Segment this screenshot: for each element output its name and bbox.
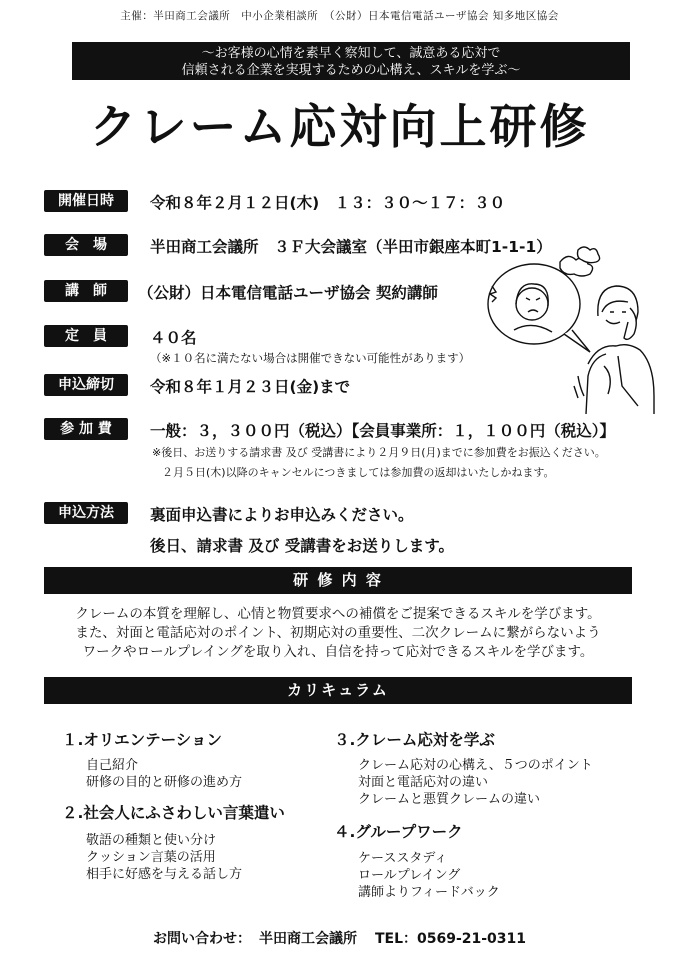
capacity-label: 定 員 bbox=[44, 325, 128, 347]
capacity-value: ４０名 bbox=[150, 329, 197, 347]
curriculum-item-2-points bbox=[86, 832, 242, 883]
subtitle-line-2: 信頼される企業を実現するための心構え、スキルを学ぶ～ bbox=[181, 63, 521, 78]
list-item: 相手に好感を与える話し方 bbox=[86, 867, 243, 882]
content-line-1: クレームの本質を理解し、心情と物質要求への補償をご提案できるスキルを学びます。 bbox=[75, 606, 601, 622]
date-value: 令和８年２月１２日(木) １３：３０～１７：３０ bbox=[150, 194, 506, 212]
curriculum-item-3-points bbox=[358, 757, 593, 808]
curriculum-item-4-points bbox=[358, 850, 500, 901]
list-item: クッション言葉の活用 bbox=[86, 850, 216, 865]
page-title: クレーム応対向上研修 bbox=[89, 100, 590, 155]
subtitle-banner bbox=[72, 42, 630, 80]
list-item: ケーススタディ bbox=[358, 851, 448, 866]
contact-org: 半田商工会議所 bbox=[258, 931, 357, 947]
fee-label: 参 加 費 bbox=[44, 418, 128, 440]
capacity-note: （※１０名に満たない場合は開催できない可能性があります） bbox=[150, 351, 471, 365]
deadline-value: 令和８年１月２３日(金)まで bbox=[150, 378, 351, 396]
subtitle-line-1: ～お客様の心情を素早く察知して、誠意ある応対で bbox=[201, 46, 501, 61]
content-description bbox=[44, 605, 632, 662]
venue-label: 会 場 bbox=[44, 234, 128, 256]
lecturer-label: 講 師 bbox=[44, 280, 128, 302]
list-item: 敬語の種類と使い分け bbox=[86, 833, 217, 848]
fee-note-2: ２月５日(木)以降のキャンセルにつきましては参加費の返却はいたしかねます。 bbox=[162, 466, 555, 479]
apply-line-1: 裏面申込書によりお申込みください。 bbox=[150, 506, 414, 524]
venue-value: 半田商工会議所 ３Ｆ大会議室（半田市銀座本町1-1-1） bbox=[150, 238, 552, 256]
content-line-3: ワークやロールプレイングを取り入れ、自信を持って応対できるスキルを学びます。 bbox=[82, 644, 594, 660]
curriculum-item-1-title: １.オリエンテーション bbox=[62, 731, 222, 749]
contact-footer bbox=[0, 928, 679, 948]
list-item: 自己紹介 bbox=[86, 758, 139, 773]
organizers-line: 主催：半田商工会議所 中小企業相談所 （公財）日本電信電話ユーザ協会 知多地区協会 bbox=[120, 10, 559, 22]
date-label: 開催日時 bbox=[44, 190, 128, 212]
list-item: クレームと悪質クレームの違い bbox=[358, 792, 541, 807]
phone-call-illustration bbox=[478, 246, 658, 416]
curriculum-item-4-title: ４.グループワーク bbox=[334, 823, 463, 841]
speech-bubble-icon bbox=[488, 264, 580, 344]
apply-label: 申込方法 bbox=[44, 502, 128, 524]
fee-note-1: ※後日、お送りする請求書 及び 受講書により２月９日(月)までに参加費をお振込ください。 bbox=[152, 446, 606, 459]
list-item: 研修の目的と研修の進め方 bbox=[86, 775, 243, 790]
curriculum-item-1-points bbox=[86, 757, 242, 791]
content-section-heading: 研 修 内 容 bbox=[44, 567, 632, 594]
content-line-2: また、対面と電話応対のポイント、初期応対の重要性、二次クレームに繋がらないよう bbox=[75, 625, 601, 641]
curriculum-heading: カリキュラム bbox=[44, 677, 632, 704]
list-item: 対面と電話応対の違い bbox=[358, 775, 489, 790]
contact-label: お問い合わせ： bbox=[152, 931, 251, 947]
lecturer-value: （公財）日本電信電話ユーザ協会 契約講師 bbox=[138, 284, 438, 302]
apply-line-2: 後日、請求書 及び 受講書をお送りします。 bbox=[150, 537, 455, 555]
curriculum-item-2-title: ２.社会人にふさわしい言葉遣い bbox=[62, 804, 285, 822]
list-item: クレーム応対の心構え、５つのポイント bbox=[358, 758, 593, 773]
curriculum-item-3-title: ３.クレーム応対を学ぶ bbox=[334, 731, 495, 749]
fee-value: 一般：３，３００円（税込）【会員事業所：１，１００円（税込）】 bbox=[150, 422, 616, 440]
list-item: 講師よりフィードバック bbox=[358, 885, 500, 900]
list-item: ロールプレイング bbox=[358, 868, 461, 883]
contact-phone: TEL：0569-21-0311 bbox=[374, 931, 527, 947]
deadline-label: 申込締切 bbox=[44, 374, 128, 396]
